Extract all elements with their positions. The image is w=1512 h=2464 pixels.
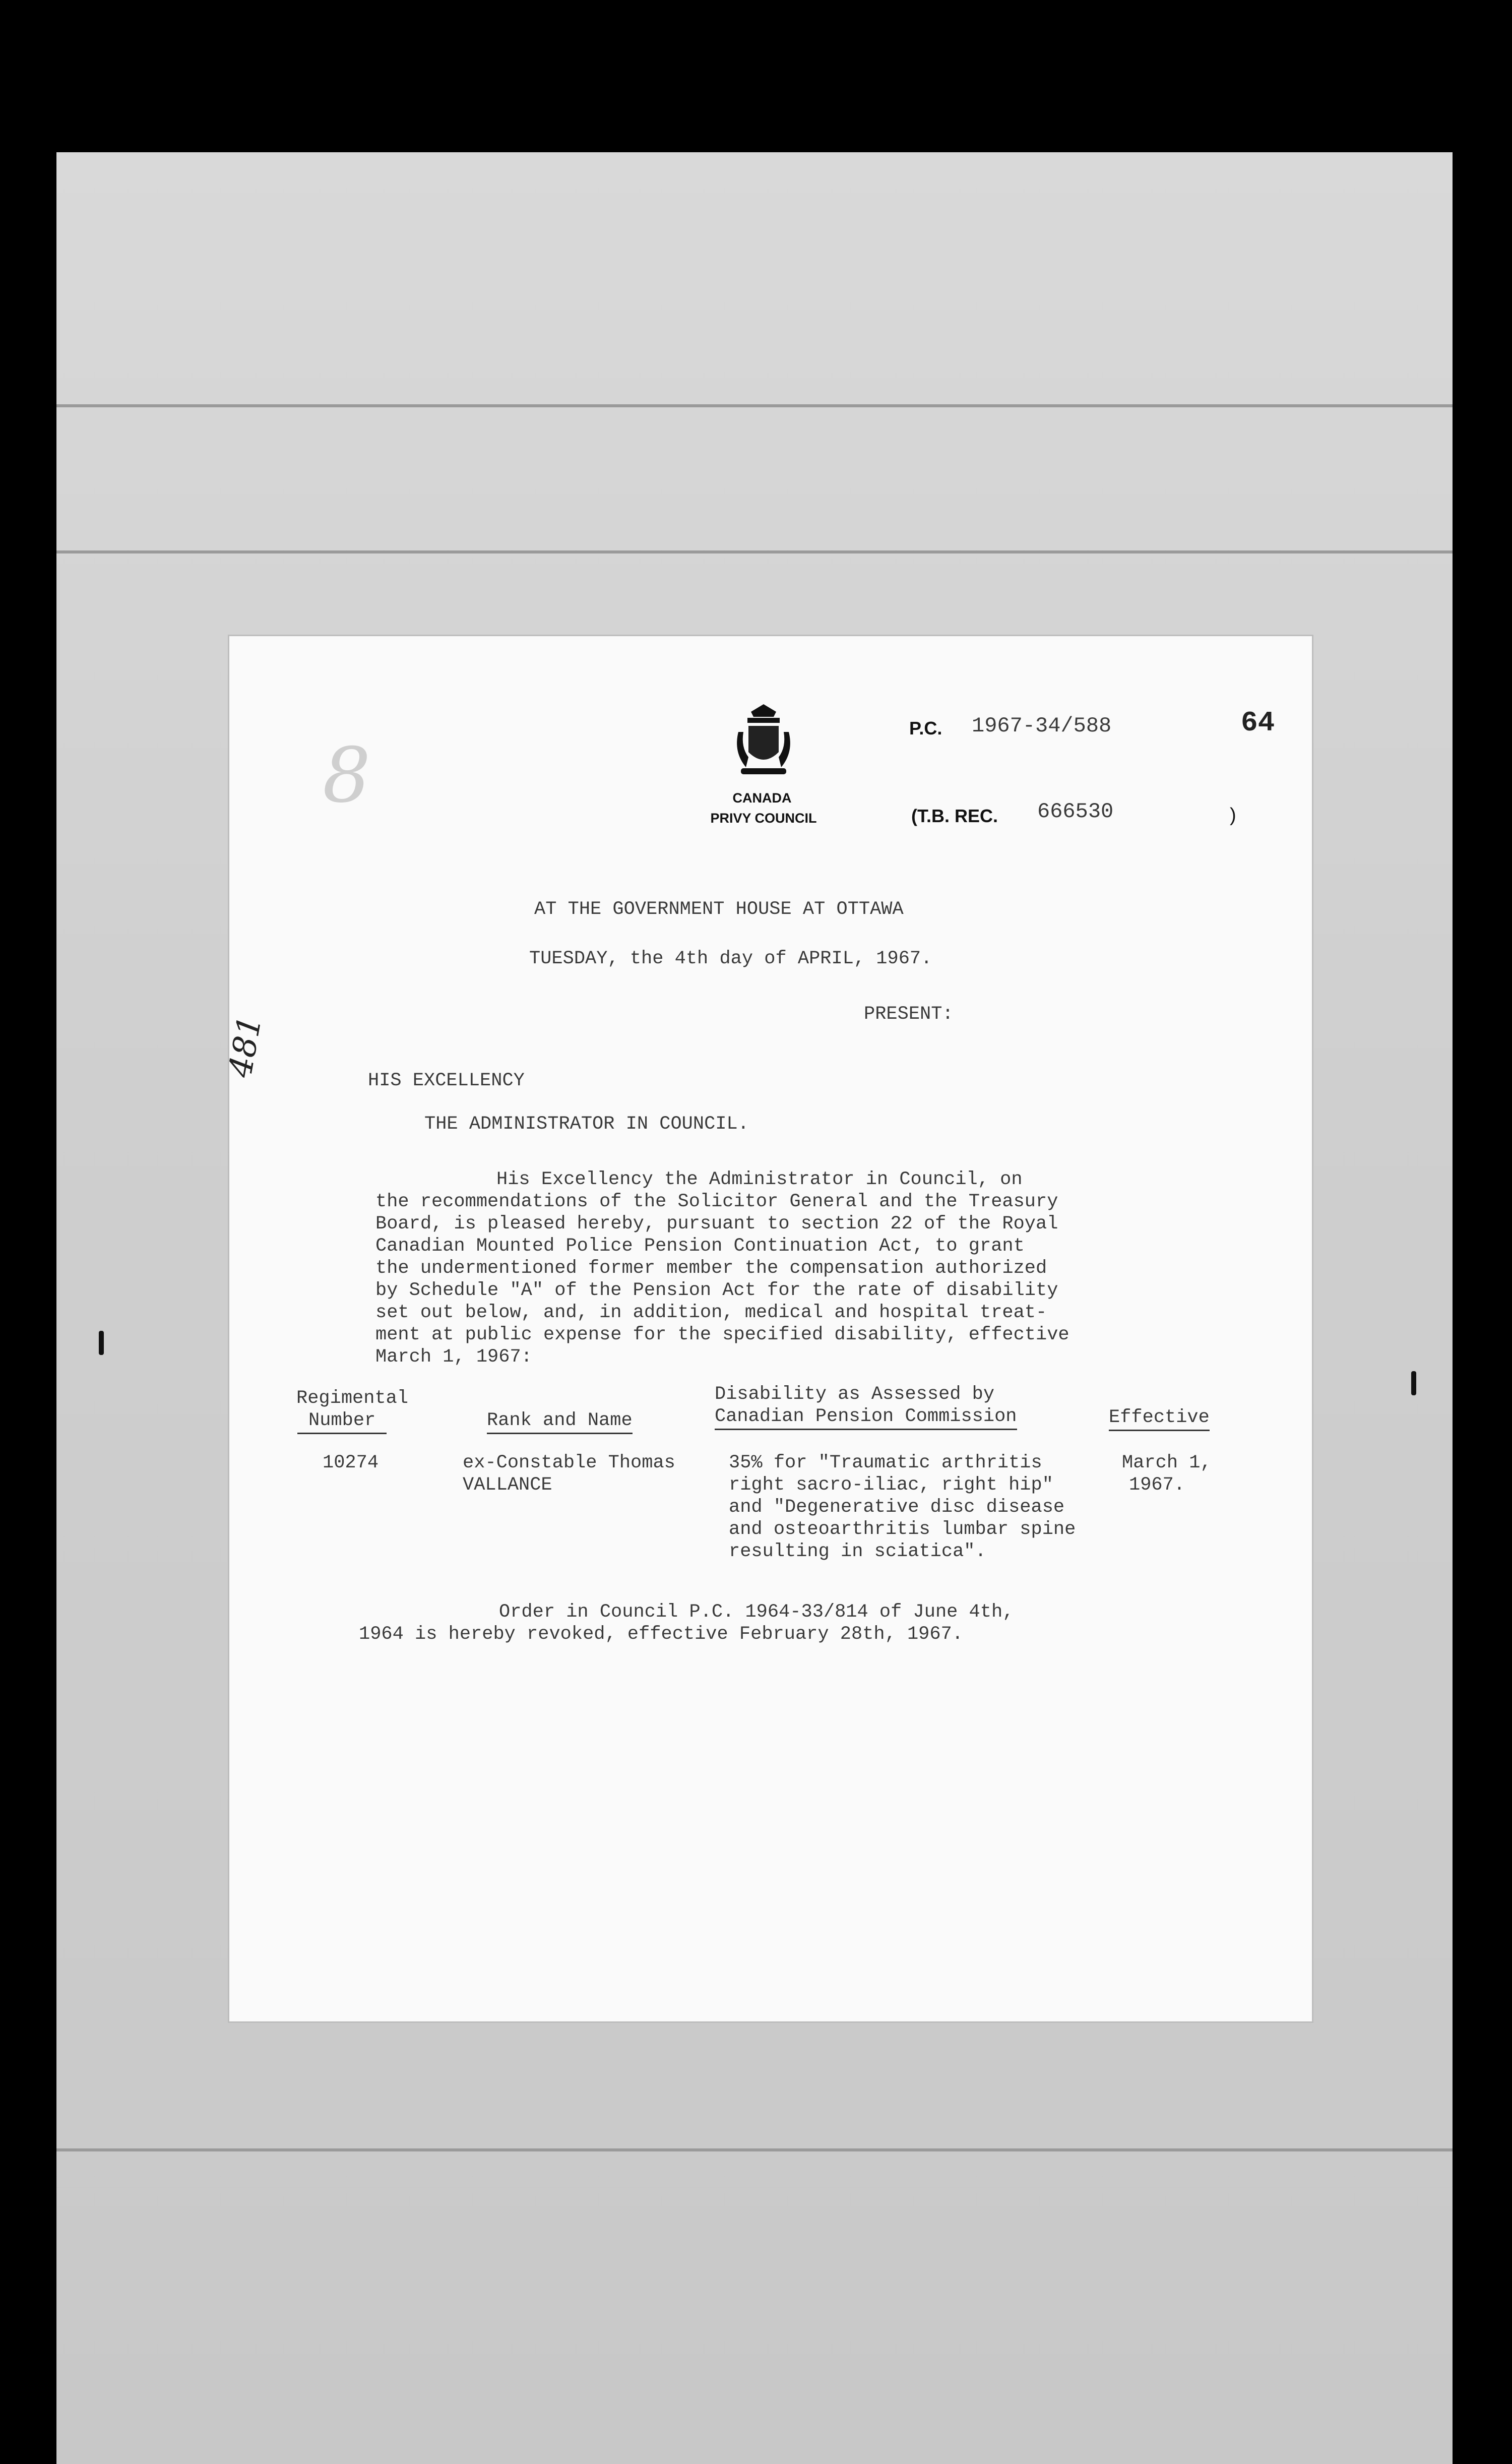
header-number (297, 1409, 387, 1434)
header-effective: Effective (1109, 1406, 1210, 1431)
header-commission: Canadian Pension Commission (715, 1405, 1017, 1430)
present-label: PRESENT: (864, 1004, 954, 1025)
pc-number: 1967-34/588 (972, 714, 1112, 738)
header-number-text: Number (308, 1410, 376, 1431)
body-line: the recommendations of the Solicitor General and the Treasury (375, 1191, 1058, 1212)
rank-name-line: VALLANCE (463, 1474, 552, 1496)
location-line: AT THE GOVERNMENT HOUSE AT OTTAWA (534, 899, 904, 920)
revocation-line: Order in Council P.C. 1964-33/814 of June 4th, (499, 1601, 1014, 1623)
rank-name-line: ex-Constable Thomas (463, 1452, 675, 1473)
page-number: 64 (1241, 707, 1275, 739)
body-line: His Excellency the Administrator in Council, on (496, 1169, 1023, 1190)
administrator-in-council: THE ADMINISTRATOR IN COUNCIL. (424, 1114, 749, 1135)
edge-mark (99, 1331, 104, 1355)
body-line: March 1, 1967: (375, 1346, 532, 1368)
revocation-line: 1964 is hereby revoked, effective February 28th, 1967. (359, 1624, 963, 1645)
body-line: Board, is pleased hereby, pursuant to section 22 of the Royal (375, 1213, 1058, 1235)
body-line: the undermentioned former member the compensation authorized (375, 1258, 1047, 1279)
header-disability: Disability as Assessed by (715, 1384, 995, 1405)
header-regimental: Regimental (296, 1388, 409, 1409)
effective-date-line: 1967. (1129, 1474, 1185, 1496)
edge-mark (1411, 1371, 1416, 1395)
body-line: ment at public expense for the specified disability, effective (375, 1324, 1069, 1345)
disability-line: and osteoarthritis lumbar spine (729, 1519, 1076, 1540)
tb-close: ) (1230, 805, 1236, 826)
tb-number: 666530 (1037, 799, 1114, 824)
body-line: set out below, and, in addition, medical and hospital treat- (375, 1302, 1047, 1323)
canada-label: CANADA (732, 790, 792, 806)
disability-line: and "Degenerative disc disease (729, 1497, 1065, 1518)
his-excellency: HIS EXCELLENCY (368, 1070, 525, 1091)
body-line: by Schedule "A" of the Pension Act for the rate of disability (375, 1280, 1058, 1301)
mount-divider (56, 2148, 1453, 2151)
coat-of-arms-icon (733, 702, 794, 782)
mount-divider (56, 550, 1453, 553)
regimental-number: 10274 (323, 1452, 379, 1473)
header-rank-name: Rank and Name (487, 1409, 633, 1434)
stamp-mark: 8 (323, 732, 371, 820)
margin-note: 481 (222, 1013, 270, 1080)
tb-label: (T.B. REC. (911, 806, 998, 826)
disability-line: right sacro-iliac, right hip" (729, 1474, 1053, 1496)
effective-date-line: March 1, (1122, 1452, 1212, 1473)
disability-line: resulting in sciatica". (729, 1541, 986, 1562)
body-line: Canadian Mounted Police Pension Continuation Act, to grant (375, 1236, 1025, 1257)
disability-line: 35% for "Traumatic arthritis (729, 1452, 1042, 1473)
date-line: TUESDAY, the 4th day of APRIL, 1967. (529, 948, 932, 969)
privy-council-label: PRIVY COUNCIL (710, 811, 817, 826)
pc-label: P.C. (909, 718, 942, 738)
mount-divider (56, 404, 1453, 407)
